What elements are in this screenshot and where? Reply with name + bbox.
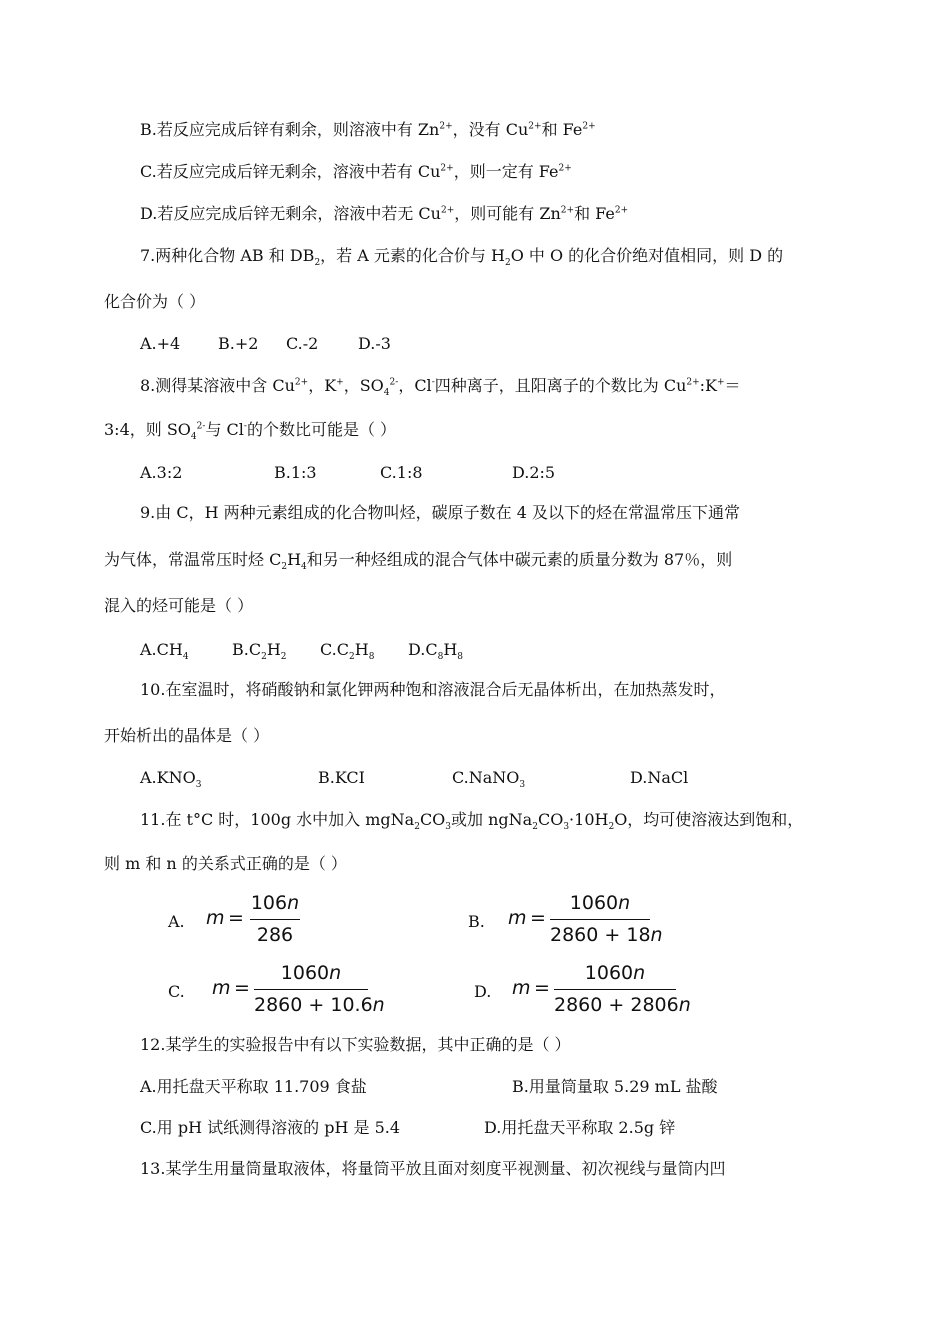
formula-lhs: m [206, 907, 225, 929]
fraction-bar [254, 989, 368, 990]
formula-numerator: 106n [250, 892, 300, 914]
formula-numerator: 1060n [569, 892, 631, 914]
formula-lhs: m [212, 977, 231, 999]
q10-option-a: $A.KNO_3$ [140, 768, 202, 791]
q12-option-a: A.用托盘天平称取 11.709 食盐 [140, 1077, 367, 1096]
q10-stem-line2: 开始析出的晶体是（ ） [104, 726, 270, 745]
q8-option-d: D.2:5 [512, 463, 556, 482]
q12-stem: 12.某学生的实验报告中有以下实验数据，其中正确的是（ ） [140, 1035, 571, 1054]
q6-option-d: D.若反应完成后锌无剩余，溶液中若无 $Cu^{2+}$，则可能有 $Zn^{2+}$和 $Fe^{2+}$ [140, 204, 629, 223]
q8-stem-line2: 3:4，则 $SO_4^{2-}$与 Cl-的个数比可能是（ ） [104, 420, 397, 443]
q6-option-c: C.若反应完成后锌无剩余，溶液中若有 $Cu^{2+}$，则一定有 $Fe^{2+}$ [140, 162, 572, 181]
q10-option-d: D.NaCl [630, 768, 689, 787]
q11-option-c-formula [212, 962, 385, 1022]
q11-option-a-label: A. [168, 912, 185, 931]
q8-option-c: C.1:8 [380, 463, 423, 482]
q8-stem-line1: 8.测得某溶液中含 $Cu^{2+}$，K+，$SO_4^{2-}$，Cl-四种离子，且阳离子的个数比为 $Cu^{2+}:K^+=$ [140, 376, 741, 399]
q13-stem-line1: 13.某学生用量筒量取液体，将量筒平放且面对刻度平视测量、初次视线与量筒内凹 [140, 1159, 726, 1178]
fraction-bar [550, 919, 650, 920]
formula-lhs: m [512, 977, 531, 999]
q11-option-d-formula [512, 962, 692, 1022]
q7-stem-line1: 7.两种化合物 AB 和 $DB_2$，若 A 元素的化合价与 $H_2O$ 中 O 的化合价绝对值相同，则 D 的 [140, 246, 784, 269]
q11-option-b-formula [508, 892, 668, 952]
formula-equals: = [228, 907, 244, 929]
q9-option-b: $B.C_2H_2$ [232, 640, 287, 663]
fraction-bar [554, 989, 676, 990]
formula-denominator: 2860 + 2806n [554, 994, 691, 1016]
q7-option-b: B.+2 [218, 334, 259, 353]
q8-option-b: B.1:3 [274, 463, 317, 482]
formula-denominator: 2860 + 10.6n [254, 994, 385, 1016]
q9-stem-line3: 混入的烃可能是（ ） [104, 596, 254, 615]
formula-denominator: 2860 + 18n [550, 924, 663, 946]
q11-option-b-label: B. [468, 912, 485, 931]
q6-option-b: B.若反应完成后锌有剩余，则溶液中有 $Zn^{2+}$，没有 $Cu^{2+}$和 $Fe^{2+}$ [140, 120, 596, 139]
formula-numerator: 1060n [584, 962, 646, 984]
q12-option-b: B.用量筒量取 5.29 mL 盐酸 [512, 1077, 718, 1096]
formula-denominator: 286 [256, 924, 294, 946]
q9-option-a: $A.CH_4$ [140, 640, 189, 663]
q10-option-b: B.KCI [318, 768, 365, 787]
q12-option-c: C.用 pH 试纸测得溶液的 pH 是 5.4 [140, 1118, 401, 1137]
q11-stem-line2: 则 m 和 n 的关系式正确的是（ ） [104, 854, 347, 873]
q11-stem-line1: 11.在 t°C 时，100g 水中加入 $mgNa_2CO_3$或加 $ngNa_2CO_3\cdot 10H_2O$，均可使溶液达到饱和， [140, 810, 804, 833]
q9-stem-line2: 为气体，常温常压时烃 $C_2H_4$和另一种烃组成的混合气体中碳元素的质量分数为 87％，则 [104, 550, 733, 573]
q9-stem-line1: 9.由 C，H 两种元素组成的化合物叫烃，碳原子数在 4 及以下的烃在常温常压下通常 [140, 503, 740, 522]
formula-equals: = [534, 977, 550, 999]
q7-option-d: D.-3 [358, 334, 391, 353]
q11-option-c-label: C. [168, 982, 185, 1001]
q8-option-a: A.3:2 [140, 463, 183, 482]
q9-option-c: $C.C_2H_8$ [320, 640, 375, 663]
q11-option-a-formula [206, 892, 346, 952]
q12-option-d: D.用托盘天平称取 2.5g 锌 [484, 1118, 676, 1137]
fraction-bar [250, 919, 300, 920]
q9-option-d: $D.C_8H_8$ [408, 640, 464, 663]
q10-option-c: C.NaNO$_3$ [452, 768, 526, 791]
formula-numerator: 1060n [280, 962, 342, 984]
formula-equals: = [234, 977, 250, 999]
q10-stem-line1: 10.在室温时，将硝酸钠和氯化钾两种饱和溶液混合后无晶体析出，在加热蒸发时， [140, 680, 726, 699]
formula-equals: = [530, 907, 546, 929]
formula-lhs: m [508, 907, 527, 929]
q7-stem-line2: 化合价为（ ） [104, 292, 206, 311]
q11-option-d-label: D. [474, 982, 492, 1001]
q7-option-a: A.+4 [140, 334, 181, 353]
q7-option-c: C.-2 [286, 334, 319, 353]
